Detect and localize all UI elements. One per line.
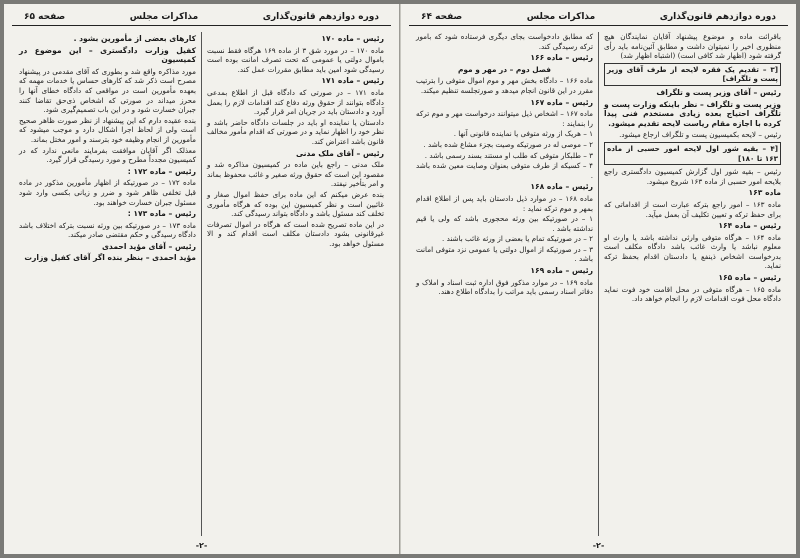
left-page-columns	[14, 32, 389, 536]
left-header-title: دوره دوازدهم قانون‌گذاری	[262, 11, 379, 22]
paragraph: ماده ۱۷۳ – در صورتیکه بین ورثه نسبت بترکه اختلاف باشد دادگاه رسیدگی و حکم مقتضی صادر میکند.	[19, 220, 196, 240]
paragraph-heading: رئیس – ماده ۱۷۰	[321, 34, 384, 43]
paragraph-heading: کارهای بعضی از مأمورین بشود .	[73, 34, 196, 43]
paragraph-heading: رئیس – آقای مؤید احمدی	[101, 241, 196, 251]
paragraph-heading: رئیس – ماده ۱۷۱	[321, 76, 384, 86]
paragraph: ماده ۱۶۷ – اشخاص ذیل میتوانند درخواست مهر و موم ترکه را بنمایند :	[416, 109, 593, 128]
right-header-page-number: صفحه ۶۴	[421, 11, 463, 22]
section-title-boxed: [۴ – بقیه شور اول لایحه امور حسبی از ماده ۱۶۳ تا ۱۸۰]	[604, 142, 781, 165]
paragraph-heading: رئیس – ماده ۱۶۸	[530, 182, 593, 192]
paragraph: ۲ – موصی له در صورتیکه وصیت بجزء مشاع شده باشد .	[423, 139, 593, 149]
right-page-footer: -۲-	[592, 541, 605, 550]
section-title-boxed: [۳ – تقدیم یک فقره لایحه از طرف آقای وزیر پست و تلگراف]	[604, 63, 781, 86]
paragraph-heading: رئیس – ماده ۱۶۷	[530, 97, 593, 107]
left-page-header	[12, 4, 391, 26]
paragraph: در این ماده تصریح شده است که هرگاه در اموال تصرفات غیرقانونی بشود دادستان مکلف است اقدام کند و الا مسئول خواهد بود.	[207, 219, 384, 248]
book-spread	[4, 4, 796, 554]
paragraph: باقرائت ماده و موضوع پیشنهاد آقایان نمایندگان هیچ منظوری اخیر را نمیتوان داشت و مطابق آئین‌نامه باید رأی گرفته شود (اظهار شد کافی است) (اشتباه اظهار شد)	[604, 32, 781, 61]
paragraph-heading: رئیس – ماده ۱۶۵	[718, 273, 781, 283]
paragraph: ماده ۱۶۹ – در موارد مذکور فوق اداره ثبت اسناد و املاک و دفاتر اسناد رسمی باید مراتب را بدادگاه اطلاع دهند.	[416, 277, 593, 297]
paragraph: رئیس – لایحه بکمیسیون پست و تلگراف ارجاع میشود.	[619, 130, 781, 140]
paragraph: ۱ – هریک از ورثه متوفی یا نماینده قانونی آنها .	[453, 129, 593, 139]
paragraph-heading: ماده ۱۶۳	[748, 188, 781, 198]
paragraph: ماده ۱۷۰ – در مورد شق ۳ از ماده ۱۶۹ هرگاه فقط نسبت باموال دولتی یا عمومی که تحت تصرف امانت بوده است رسیدگی شود امین باید مطابق مقررات عمل کند.	[207, 45, 384, 74]
paragraph: ۱ – در صورتیکه بین ورثه محجوری باشد که ولی یا قیم نداشته باشد .	[416, 214, 593, 233]
paragraph: ماده ۱۷۲ – در صورتیکه از اظهار مأمورین مذکور در ماده قبل تخلفی ظاهر شود و ضرر و زیانی بکسی وارد شود مسئول جبران خسارت خواهند بود.	[19, 178, 196, 207]
paragraph: ماده ۱۶۳ – امور راجع بترکه عبارت است از اقداماتی که برای حفظ ترکه و تعیین تکلیف آن بعمل میآید.	[604, 199, 781, 219]
right-page-column-0	[599, 32, 786, 536]
paragraph-heading: رئیس – ماده ۱۶۹	[530, 266, 593, 276]
right-page-column-1	[411, 32, 599, 536]
paragraph: ماده ۱۶۴ – هرگاه متوفی وارثی نداشته باشد یا وارث او معلوم نباشد یا وارث غائب باشد دادگاه مکلف است بدرخواست اشخاص ذینفع یا دادستان اقدام بحفظ ترکه نماید.	[604, 232, 781, 271]
paragraph: ۲ – در صورتیکه تمام یا بعضی از ورثه غائب باشند .	[442, 234, 593, 244]
right-page-columns	[411, 32, 786, 536]
paragraph-heading: مؤید احمدی – بنظر بنده اگر آقای کفیل وزارت	[24, 253, 196, 263]
paragraph: رئیس – بقیه شور اول گزارش کمیسیون دادگستری راجع بلایحه امور حسبی از ماده ۱۶۳ شروع میشود.	[604, 167, 781, 186]
paragraph: ماده ۱۶۶ – دادگاه بخش مهر و موم اموال متوفی را بترتیب مقرر در این قانون انجام میدهد و صورتجلسه تنظیم میکند.	[416, 76, 593, 95]
paragraph: ملک مدنی – راجع باین ماده در کمیسیون مذاکره شد و مقصود این است که حقوق ورثه صغیر و غائب محفوظ بماند و امر بتأخیر نیفتد.	[207, 160, 384, 189]
paragraph: مورد مذاکره واقع شد و بطوری که آقای مقدمی در پیشنهاد مصرح است ذکر شد که کارهای حساس یا خدمات مهمه که بعهده مأمورین است در مواقعی که دادگاه خطای آنها را محرز میداند در صورتی که اشخاص ذی‌حق تقاضا کنند جبران خسارت شود و در این باب تصمیم‌گیری شود.	[19, 66, 196, 115]
right-page	[400, 4, 796, 554]
paragraph: که مطابق دادخواست بجای دیگری فرستاده شود که بامور ترکه رسیدگی کند.	[416, 32, 593, 51]
left-page	[4, 4, 400, 554]
left-header-page-number: صفحه ۶۵	[24, 11, 66, 22]
paragraph-heading: رئیس – آقای وزیر پست و تلگراف	[656, 87, 781, 97]
paragraph: بنده عقیده دارم که این پیشنهاد از نظر صورت ظاهر صحیح است ولی از لحاظ اجرا اشکال دارد و موجب میشود که مأمورین از انجام وظیفه خود بترسند و امور مختل بماند.	[19, 115, 196, 144]
paragraph: ماده ۱۶۸ – در موارد ذیل دادستان باید پس از اطلاع اقدام بمهر و موم ترکه نماید :	[416, 193, 593, 213]
paragraph: ۴ – کسیکه از طرف متوفی بعنوان وصایت معین شده باشد .	[416, 161, 593, 180]
paragraph-heading: رئیس – ماده ۱۶۶	[530, 53, 593, 63]
paragraph-heading: کفیل وزارت دادگستری – این موضوع در کمیسیون	[19, 45, 196, 65]
paragraph: دادستان یا نماینده او باید در جلسات دادگاه حاضر باشد و نظر خود را اظهار نماید و در صورتی که اقدام مأمور مخالف قانون باشد اعتراض کند.	[207, 117, 384, 146]
paragraph-heading: وزیر پست و تلگراف – نظر باینکه وزارت پست و تلگراف احتیاج بعده زیادی مستخدم فنی پیدا کرده با اجازه مقام ریاست لایحه تقدیم میشود.	[604, 99, 781, 128]
paragraph: ماده ۱۷۱ – در صورتی که دادگاه قبل از اطلاع بمدعی دادگاه بتوانند از حقوق ورثه دفاع کند اقدامات لازم را بعمل آورد و دادستان باید در جریان امر قرار گیرد.	[207, 87, 384, 117]
paragraph: ماده ۱۶۵ – هرگاه متوفی در محل اقامت خود فوت نماید دادگاه محل فوت اقدامات لازم را انجام خواهد داد.	[604, 284, 781, 304]
paragraph: ۳ – در صورتیکه از اموال دولتی یا عمومی نزد متوفی امانت باشد .	[416, 244, 593, 264]
right-page-header	[409, 4, 788, 26]
paragraph-heading: رئیس – آقای ملک مدنی	[295, 148, 384, 158]
paragraph: ۳ – طلبکار متوفی که طلب او مستند بسند رسمی باشد .	[424, 150, 593, 160]
paragraph-heading: رئیس – ماده ۱۷۲ :	[127, 166, 196, 176]
right-header-title: دوره دوازدهم قانون‌گذاری	[659, 11, 776, 22]
left-page-column-0	[14, 32, 202, 536]
left-header-section: مذاکرات مجلس	[129, 11, 199, 22]
left-page-footer: -۲-	[195, 541, 208, 550]
chapter-title: فصل دوم – در مهر و موم	[458, 64, 551, 74]
paragraph: بنده عرض میکنم که این ماده برای حفظ اموال صغار و غائبین است و نظر کمیسیون این بوده که هرگاه مأموری تخلف کند مسئول باشد و دادگاه بتواند رسیدگی کند.	[207, 189, 384, 219]
left-page-column-1	[202, 32, 389, 536]
paragraph: معذلک اگر آقایان موافقت بفرمایند مانعی ندارد که در کمیسیون مجدداً مطرح و مورد رسیدگی قرار گیرد.	[19, 145, 196, 165]
right-header-section: مذاکرات مجلس	[526, 11, 596, 22]
paragraph-heading: رئیس – ماده ۱۷۳ :	[127, 209, 196, 219]
paragraph-heading: رئیس – ماده ۱۶۴	[718, 221, 781, 231]
